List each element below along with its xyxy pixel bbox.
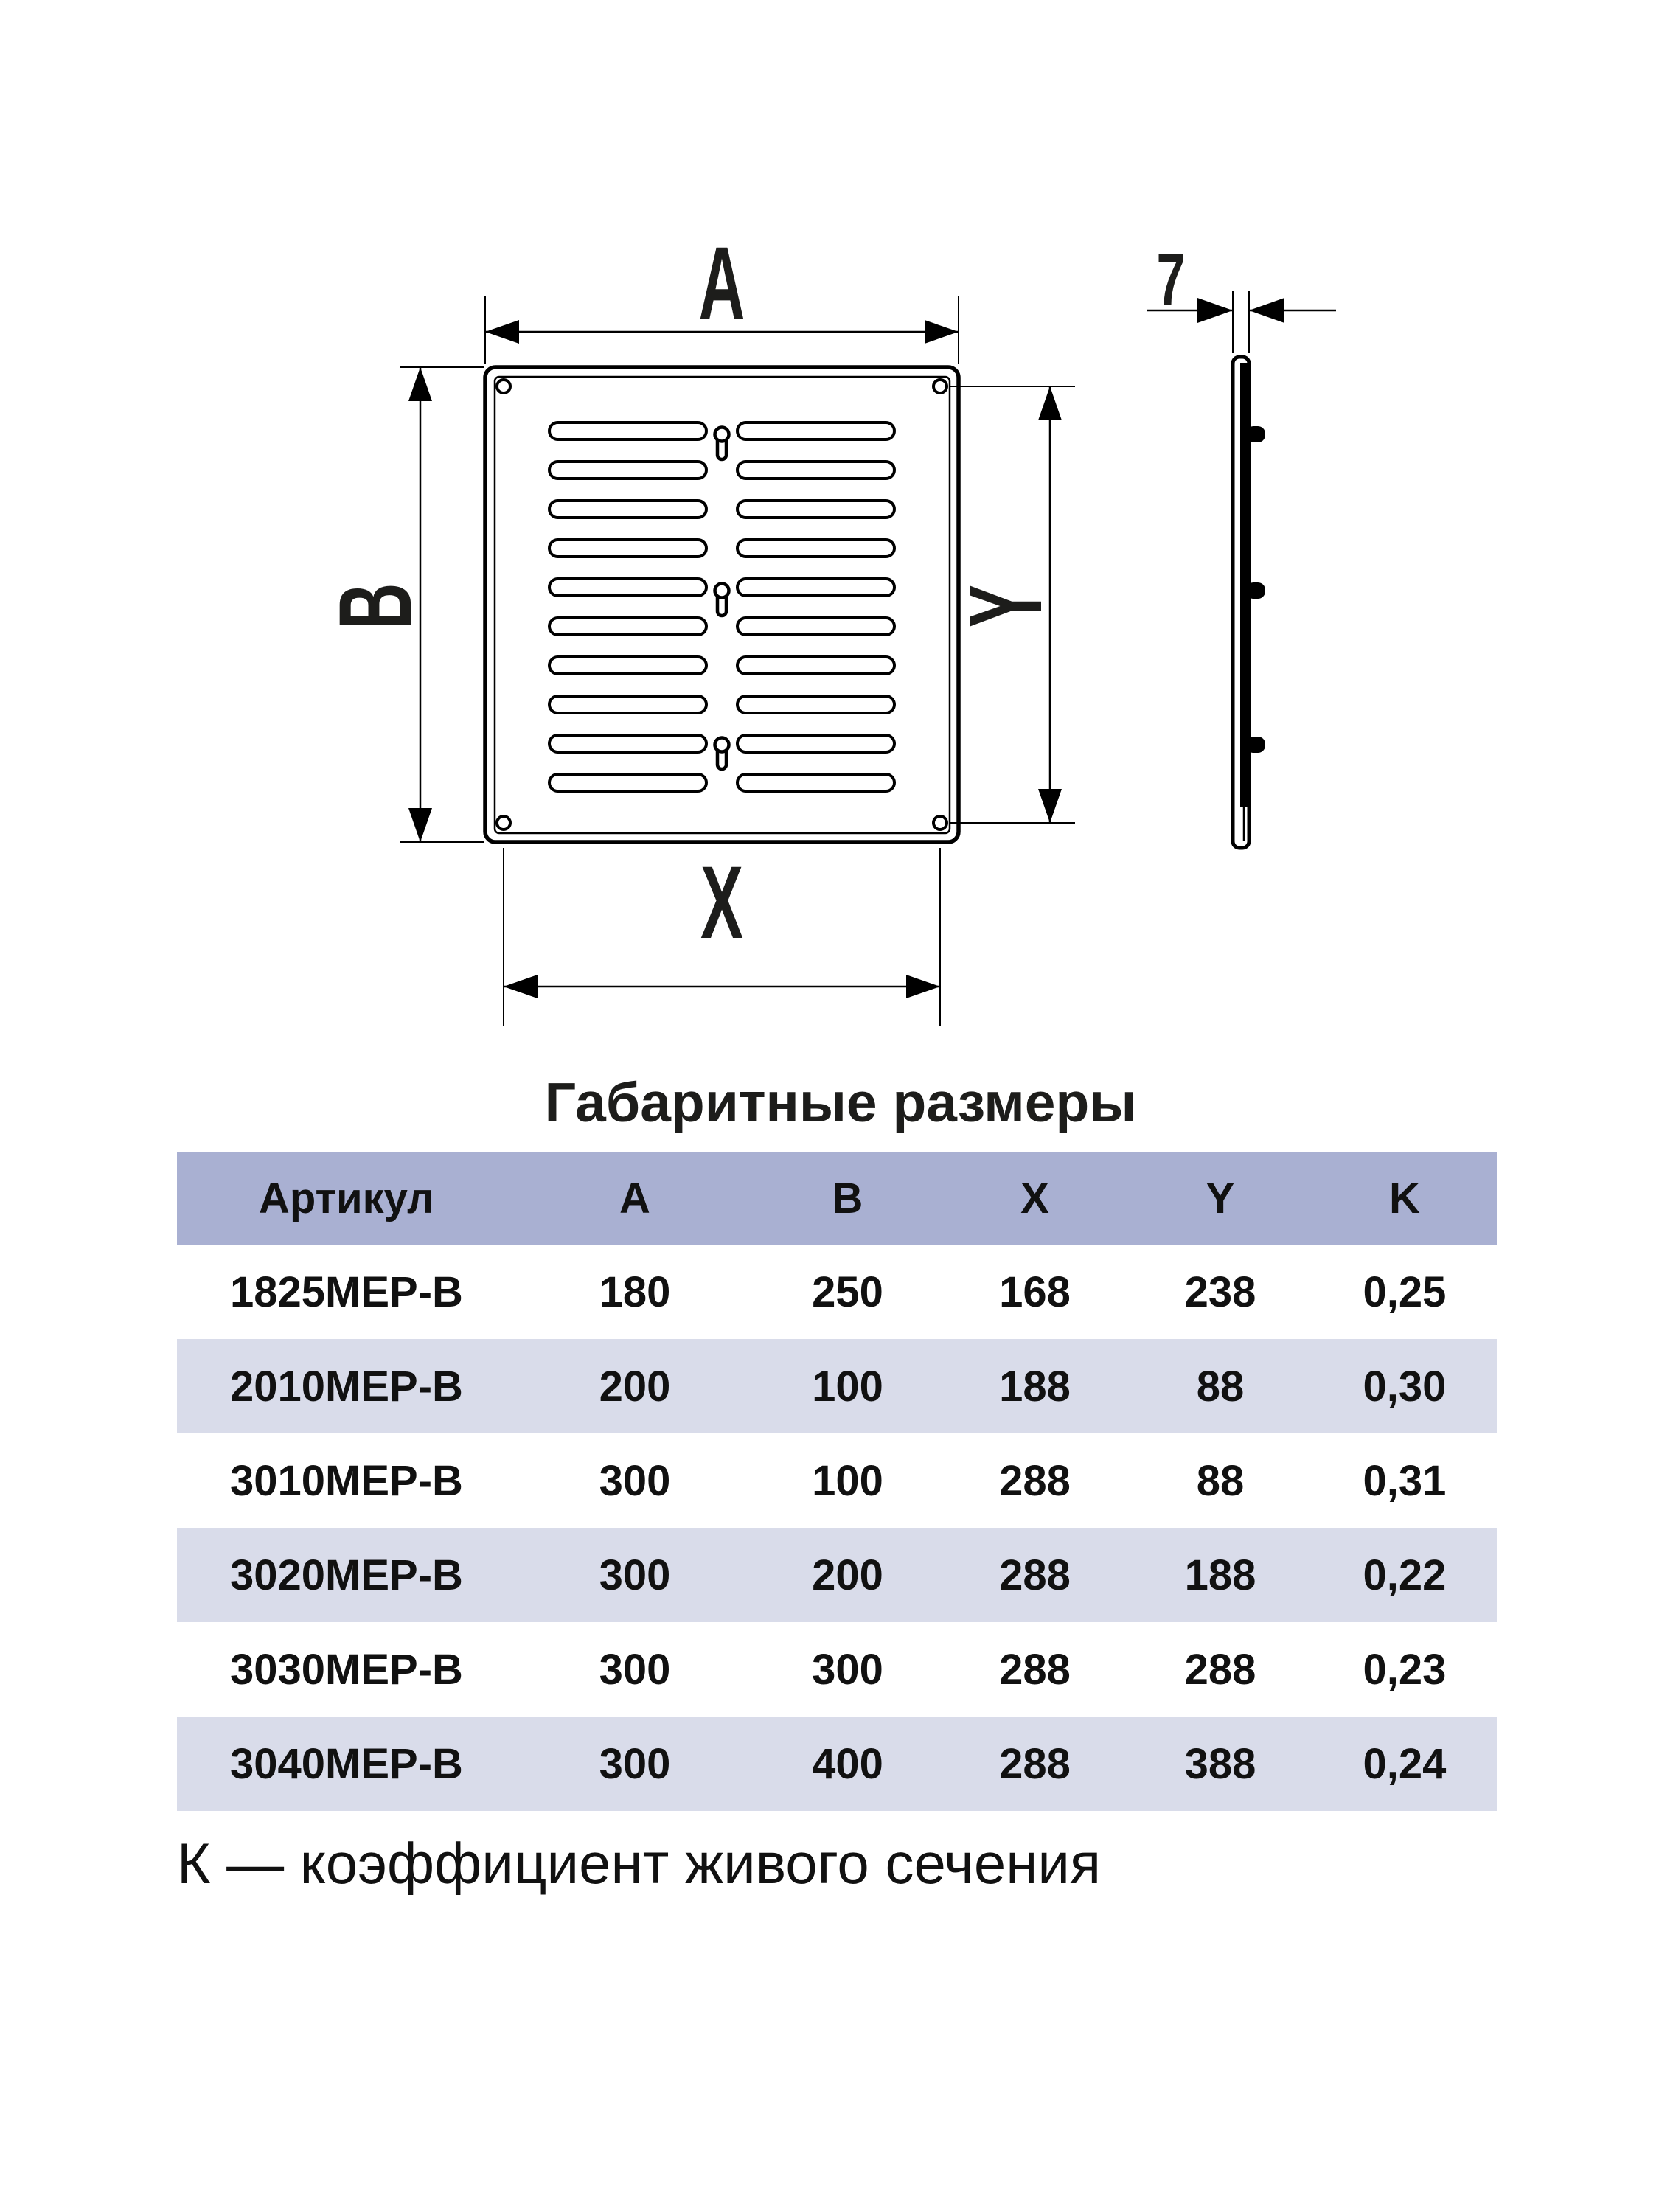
table-row bbox=[177, 1622, 1497, 1717]
cell-k: 0,31 bbox=[1363, 1456, 1447, 1505]
cell-y: 88 bbox=[1196, 1456, 1245, 1505]
grille-front-view bbox=[485, 367, 959, 842]
cell-x: 288 bbox=[999, 1645, 1071, 1694]
cell-k: 0,22 bbox=[1363, 1551, 1447, 1599]
column-header-x: X bbox=[1020, 1174, 1049, 1222]
dimension-X bbox=[504, 845, 940, 1026]
cell-y: 238 bbox=[1184, 1267, 1256, 1316]
cell-article: 3040МЕР-В bbox=[230, 1739, 463, 1788]
cell-y: 288 bbox=[1184, 1645, 1256, 1694]
cell-k: 0,25 bbox=[1363, 1267, 1447, 1316]
cell-a: 180 bbox=[599, 1267, 671, 1316]
dimension-Y-label: Y bbox=[947, 585, 1064, 627]
cell-a: 300 bbox=[599, 1551, 671, 1599]
table-row bbox=[177, 1433, 1497, 1528]
column-header-k: K bbox=[1389, 1174, 1420, 1222]
table-row bbox=[177, 1339, 1497, 1433]
arrowhead-left bbox=[504, 975, 538, 998]
dimension-A-label: A bbox=[698, 225, 745, 341]
dimension-A bbox=[485, 226, 959, 364]
dimension-thickness bbox=[1147, 239, 1336, 353]
arrowhead-left bbox=[1249, 298, 1284, 323]
cell-article: 3030МЕР-В bbox=[230, 1645, 463, 1694]
cell-article: 2010МЕР-В bbox=[230, 1362, 463, 1411]
cell-x: 168 bbox=[999, 1267, 1071, 1316]
cell-b: 100 bbox=[812, 1362, 883, 1411]
cell-k: 0,30 bbox=[1363, 1362, 1447, 1411]
arrowhead-right bbox=[925, 320, 959, 344]
column-header-y: Y bbox=[1206, 1174, 1235, 1222]
arrowhead-right bbox=[1197, 298, 1233, 323]
cell-x: 288 bbox=[999, 1551, 1071, 1599]
cell-a: 200 bbox=[599, 1362, 671, 1411]
dimension-thickness-label: 7 bbox=[1156, 238, 1186, 321]
cell-k: 0,24 bbox=[1363, 1739, 1447, 1788]
cell-x: 188 bbox=[999, 1362, 1071, 1411]
dimension-X-label: X bbox=[700, 844, 743, 961]
cell-article: 3020МЕР-В bbox=[230, 1551, 463, 1599]
cell-b: 100 bbox=[812, 1456, 883, 1505]
arrowhead-up bbox=[408, 367, 432, 401]
arrowhead-left bbox=[485, 320, 519, 344]
table-row bbox=[177, 1528, 1497, 1622]
footnote: К — коэффициент живого сечения bbox=[177, 1831, 1102, 1896]
column-header-b: B bbox=[832, 1174, 863, 1222]
column-header-a: A bbox=[619, 1174, 650, 1222]
cell-article: 3010МЕР-В bbox=[230, 1456, 463, 1505]
cell-b: 400 bbox=[812, 1739, 883, 1788]
dimension-Y bbox=[948, 386, 1075, 823]
side-profile-back-panel bbox=[1240, 363, 1248, 807]
arrowhead-right bbox=[906, 975, 940, 998]
dimension-B bbox=[318, 367, 484, 842]
arrowhead-down bbox=[408, 808, 432, 842]
arrowhead-down bbox=[1038, 789, 1062, 823]
cell-b: 300 bbox=[812, 1645, 883, 1694]
cell-y: 88 bbox=[1196, 1362, 1245, 1411]
cell-b: 250 bbox=[812, 1267, 883, 1316]
cell-x: 288 bbox=[999, 1456, 1071, 1505]
cell-x: 288 bbox=[999, 1739, 1071, 1788]
cell-b: 200 bbox=[812, 1551, 883, 1599]
technical-drawing bbox=[0, 0, 1659, 1077]
table-title: Габаритные размеры bbox=[544, 1071, 1137, 1133]
cell-y: 388 bbox=[1184, 1739, 1256, 1788]
table-row bbox=[177, 1717, 1497, 1811]
cell-y: 188 bbox=[1184, 1551, 1256, 1599]
cell-k: 0,23 bbox=[1363, 1645, 1447, 1694]
dimension-B-label: B bbox=[317, 582, 434, 630]
cell-a: 300 bbox=[599, 1645, 671, 1694]
cell-a: 300 bbox=[599, 1456, 671, 1505]
cell-a: 300 bbox=[599, 1739, 671, 1788]
arrowhead-up bbox=[1038, 386, 1062, 420]
table-row bbox=[177, 1245, 1497, 1339]
cell-article: 1825МЕР-В bbox=[230, 1267, 463, 1316]
dimensions-table bbox=[177, 1152, 1497, 1811]
table-header-row bbox=[177, 1152, 1497, 1245]
column-header-article: Артикул bbox=[259, 1174, 434, 1222]
grille-side-view bbox=[1233, 357, 1265, 848]
